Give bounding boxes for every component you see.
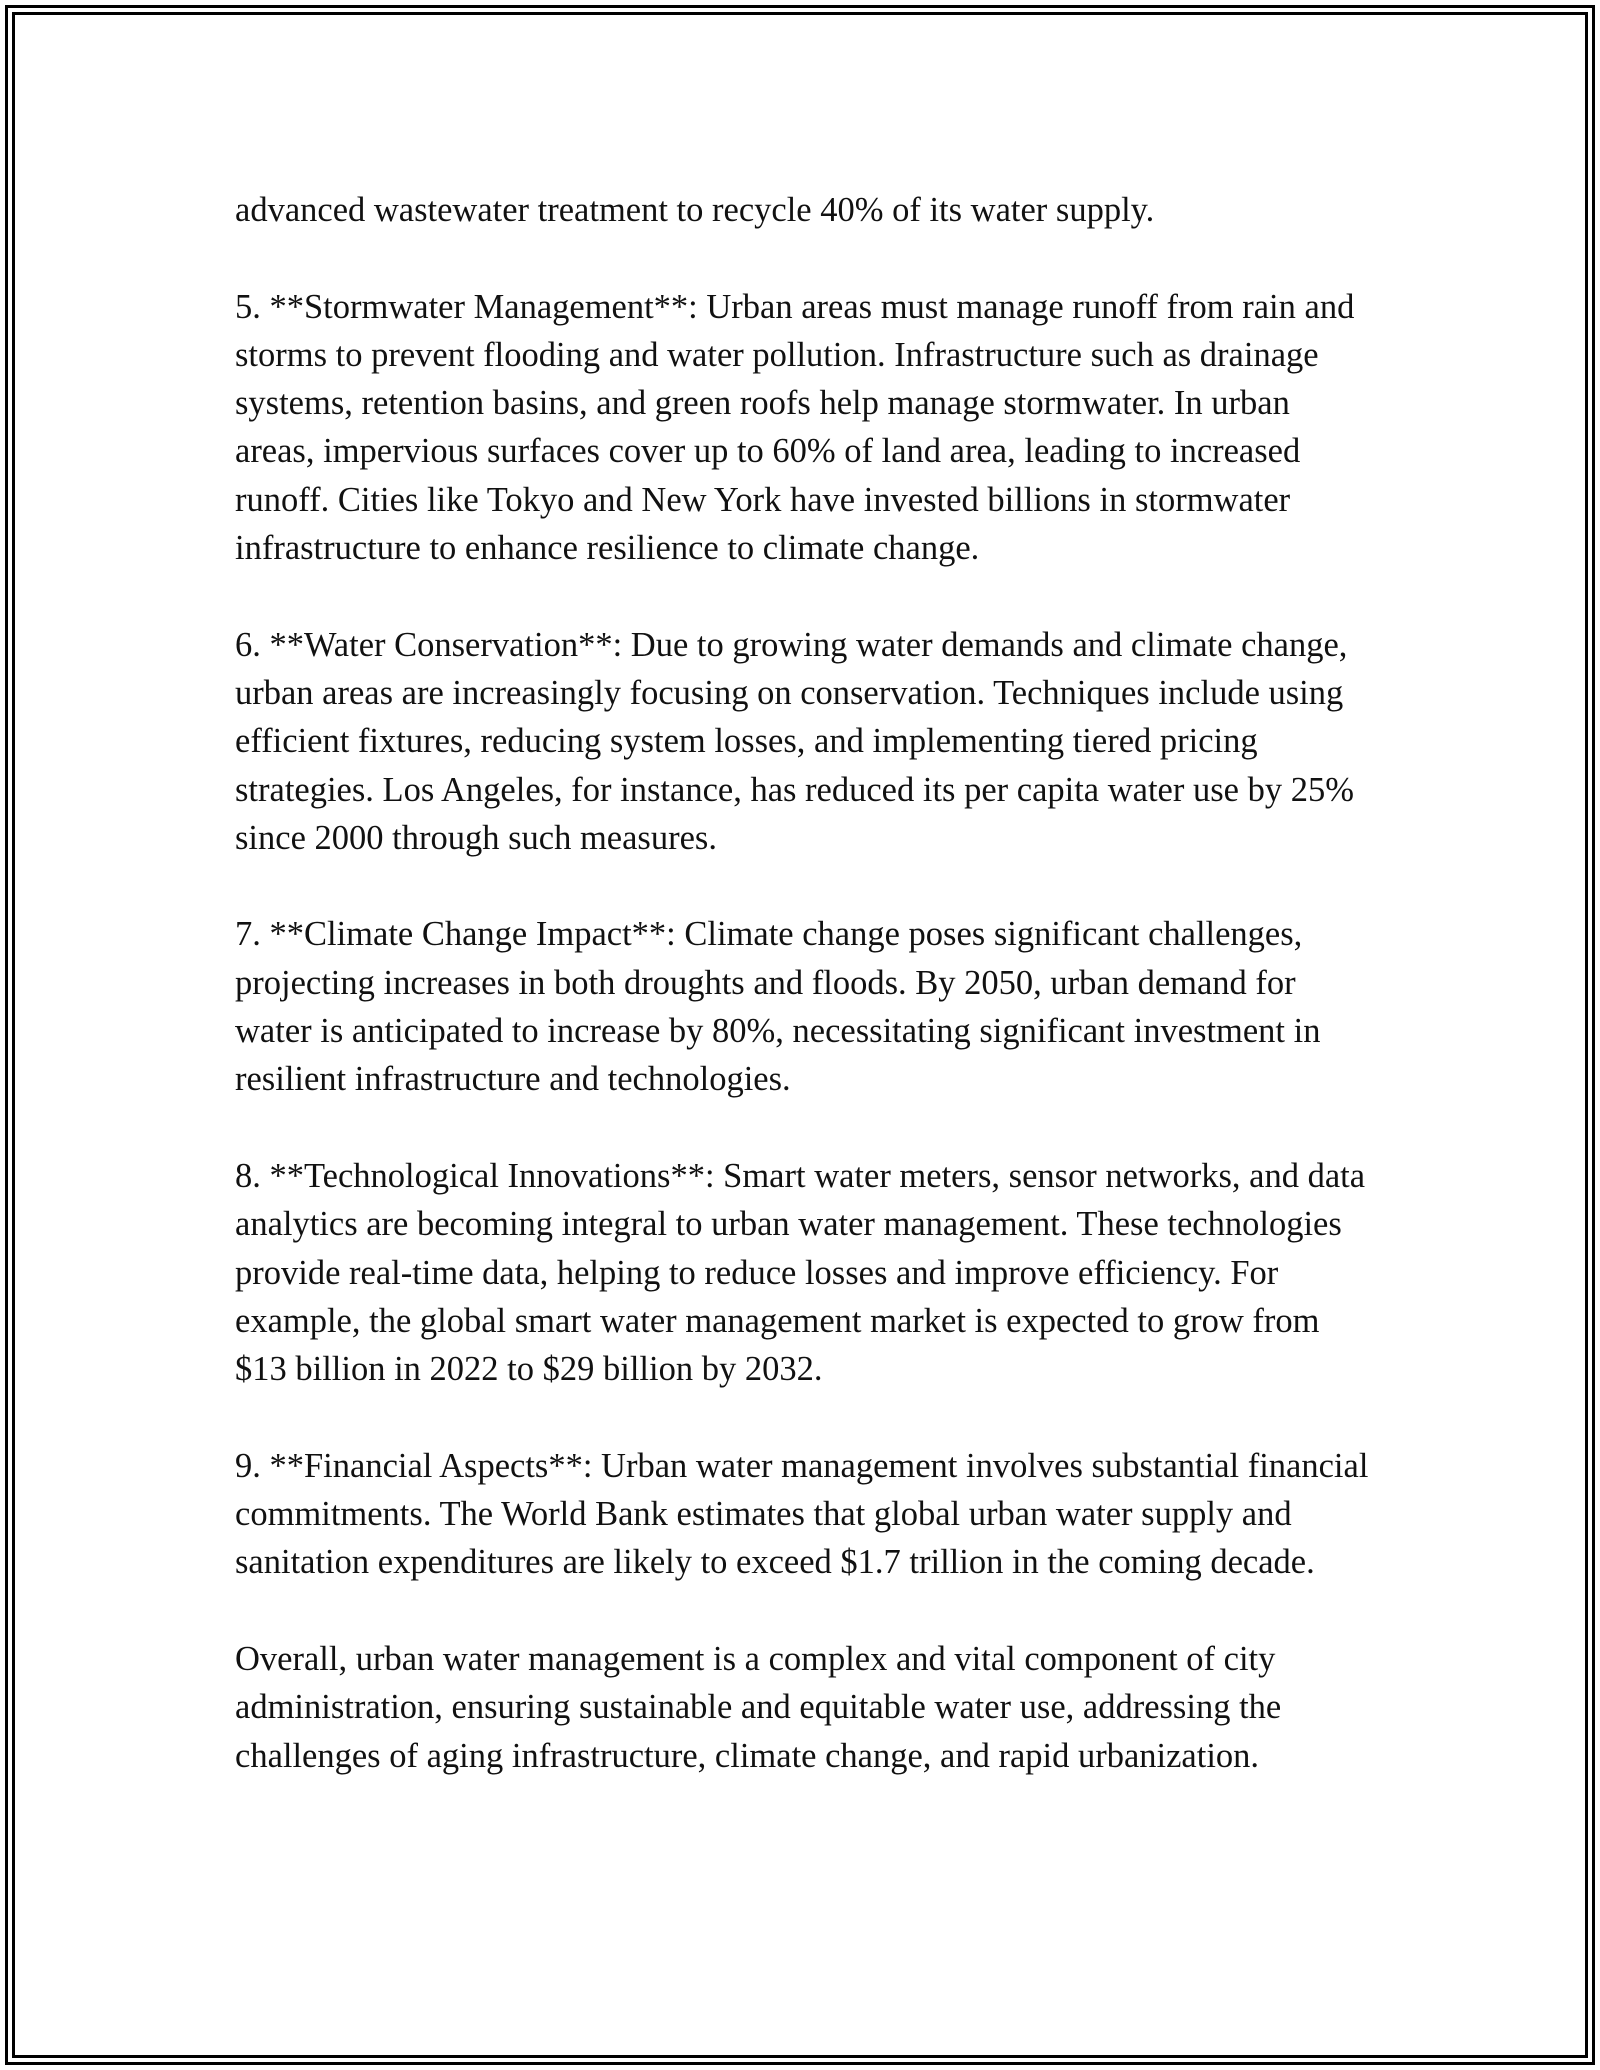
paragraph-wastewater-continuation: advanced wastewater treatment to recycle 40% of its water supply.	[235, 191, 1155, 229]
document-body	[235, 186, 1375, 1828]
paragraph-overall-summary: Overall, urban water management is a complex and vital component of city administration, ensuring sustainable and equitable water use, addressing the challenges of aging infrastructure, climate change, and rapid urbanization.	[235, 1639, 1282, 1775]
paragraph-technological-innovations: 8. **Technological Innovations**: Smart water meters, sensor networks, and data analytics are becoming integral to urban water management. These technologies provide real-time data, helping to reduce losses and improve efficiency. For example, the global smart water management market is expected to grow from $13 billion in 2022 to $29 billion by 2032.	[235, 1156, 1366, 1389]
paragraph-water-conservation: 6. **Water Conservation**: Due to growing water demands and climate change, urban areas are increasingly focusing on conservation. Techniques include using efficient fixtures, reducing system losses, and implementing tiered pricing strategies. Los Angeles, for instance, has reduced its per capita water use by 25% since 2000 through such measures.	[235, 625, 1354, 857]
paragraph-climate-change-impact: 7. **Climate Change Impact**: Climate change poses significant challenges, projecting increases in both droughts and floods. By 2050, urban demand for water is anticipated to increase by 80%, necessitating significant investment in resilient infrastructure and technologies.	[235, 915, 1321, 1099]
paragraph-financial-aspects: 9. **Financial Aspects**: Urban water management involves substantial financial commitments. The World Bank estimates that global urban water supply and sanitation expenditures are likely to exceed $1.7 trillion in the coming decade.	[235, 1446, 1369, 1582]
paragraph-stormwater-management: 5. **Stormwater Management**: Urban areas must manage runoff from rain and storms to prevent flooding and water pollution. Infrastructure such as drainage systems, retention basins, and green roofs help manage stormwater. In urban areas, impervious surfaces cover up to 60% of land area, leading to increased runoff. Cities like Tokyo and New York have invested billions in stormwater infrastructure to enhance resilience to climate change.	[235, 287, 1355, 568]
